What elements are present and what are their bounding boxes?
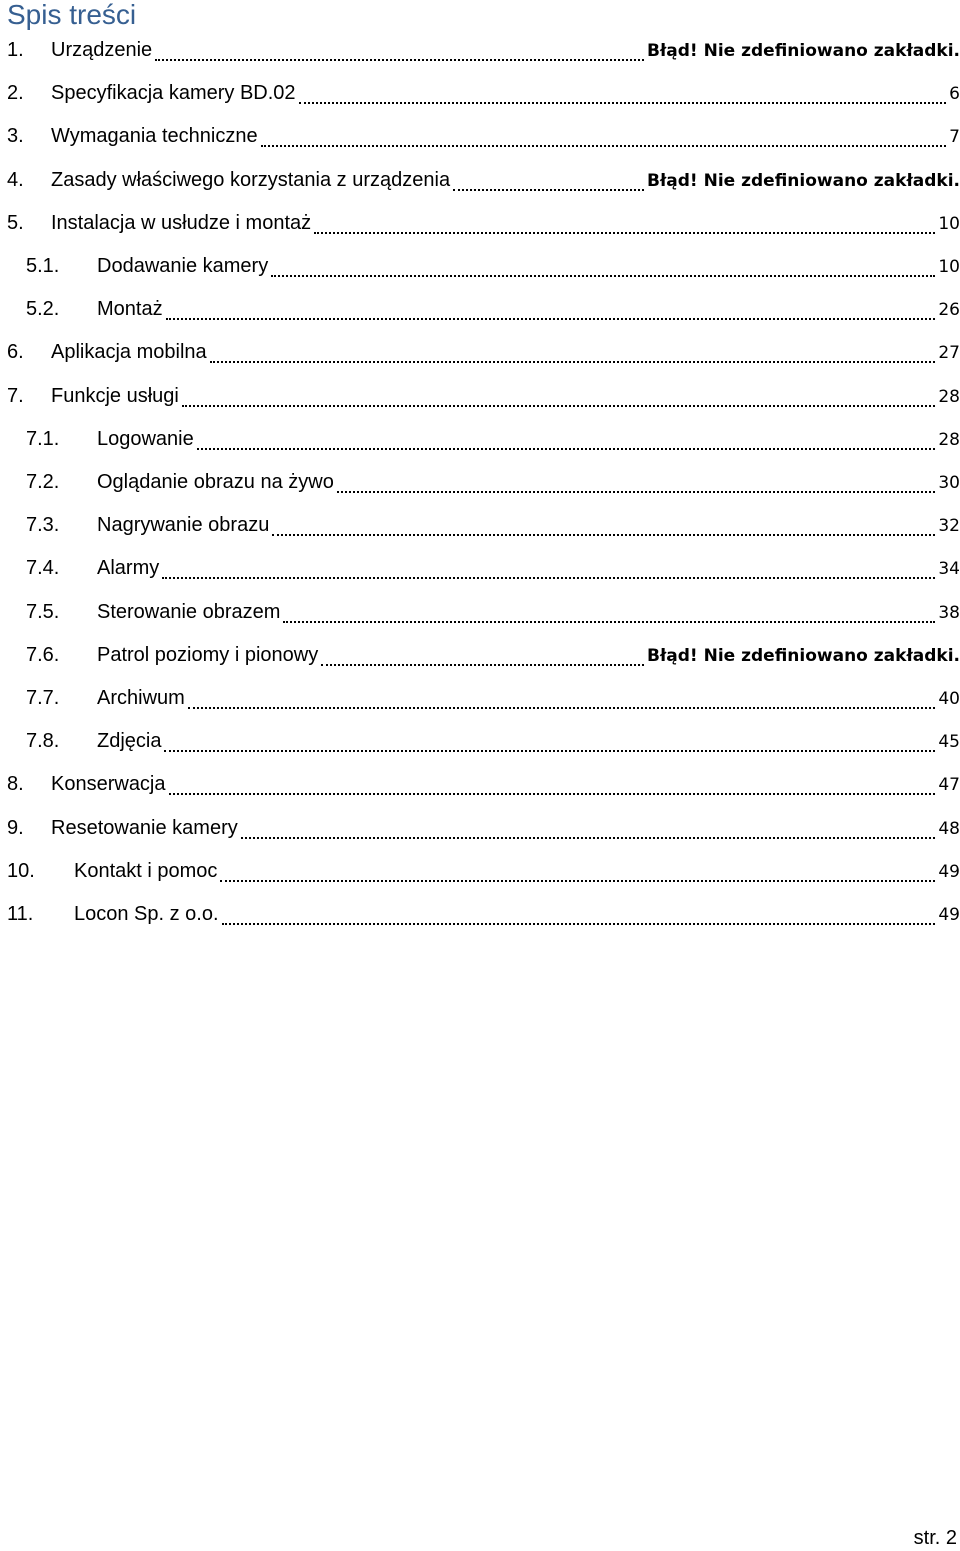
toc-entry[interactable] <box>0 251 960 281</box>
toc-entry-title: Kontakt i pomoc <box>74 859 218 882</box>
toc-page-number: 40 <box>938 689 960 709</box>
dot-leader <box>453 189 644 191</box>
toc-entry[interactable] <box>0 683 960 713</box>
toc-entry-title: Locon Sp. z o.o. <box>74 903 219 925</box>
toc-entry-title: Montaż <box>97 298 163 321</box>
toc-entry-number: 1. <box>7 39 24 61</box>
dot-leader <box>222 923 936 925</box>
toc-entry-title: Zdjęcia <box>97 730 162 753</box>
toc-entry-number: 5.1. <box>26 255 60 277</box>
toc-entry-title: Funkcje usługi <box>51 384 179 407</box>
toc-entry-title: Urządzenie <box>51 39 153 61</box>
bookmark-error-text: Błąd! Nie zdefiniowano zakładki. <box>647 41 960 61</box>
toc-entry[interactable] <box>0 769 960 799</box>
toc-entry-number: 6. <box>7 341 24 364</box>
toc-entry-number: 9. <box>7 816 24 839</box>
dot-leader <box>314 232 935 234</box>
toc-entry[interactable] <box>0 78 960 108</box>
dot-leader <box>272 534 935 536</box>
toc-entry-number: 7.6. <box>26 643 60 666</box>
dot-leader <box>169 793 936 795</box>
dot-leader <box>155 59 644 61</box>
toc-entry-number: 7.2. <box>26 471 60 493</box>
toc-page-number: 10 <box>938 257 960 277</box>
toc-page-number: 48 <box>938 818 960 839</box>
toc-entry[interactable] <box>0 553 960 583</box>
toc-entry-title: Logowanie <box>97 427 194 450</box>
page-number: str. 2 <box>913 1527 957 1549</box>
dot-leader <box>261 145 947 147</box>
dot-leader <box>166 318 936 320</box>
toc-entry-title: Wymagania techniczne <box>51 125 258 148</box>
toc-entry-title: Dodawanie kamery <box>97 255 269 277</box>
toc-page-number: 49 <box>938 861 960 882</box>
toc-entry[interactable] <box>0 813 960 843</box>
dot-leader <box>220 880 935 882</box>
toc-entry-number: 7.5. <box>26 600 60 623</box>
toc-entry-title: Nagrywanie obrazu <box>97 514 270 537</box>
toc-entry[interactable] <box>0 424 960 454</box>
toc-page-number: 34 <box>938 559 960 580</box>
toc-entry[interactable] <box>0 510 960 540</box>
toc-entry[interactable] <box>0 35 960 65</box>
toc-entry-title: Zasady właściwego korzystania z urządzenia <box>51 168 451 191</box>
toc-entry-title: Konserwacja <box>51 773 166 796</box>
toc-entry-title: Instalacja w usłudze i montaż <box>51 211 312 234</box>
toc-page-number: 28 <box>938 429 960 450</box>
toc-page-number: 38 <box>938 602 960 623</box>
toc-entry-number: 7.8. <box>26 730 60 753</box>
dot-leader <box>283 621 935 623</box>
dot-leader <box>321 664 644 666</box>
toc-entry-number: 7.3. <box>26 514 60 537</box>
toc-page-number: 49 <box>938 905 960 925</box>
toc-page-number: 47 <box>938 775 960 796</box>
toc-entry-number: 10. <box>7 859 35 882</box>
toc-entry-number: 7. <box>7 384 24 407</box>
toc-entry-number: 7.4. <box>26 557 60 580</box>
dot-leader <box>337 491 936 493</box>
toc-page-number: 26 <box>938 300 960 321</box>
toc-entry[interactable] <box>0 640 960 670</box>
toc-page-number: 45 <box>938 732 960 753</box>
bookmark-error-text: Błąd! Nie zdefiniowano zakładki. <box>647 645 960 666</box>
toc-page-number: 7 <box>949 127 960 148</box>
toc-entry-number: 5.2. <box>26 298 60 321</box>
toc-entry-title: Alarmy <box>97 557 160 580</box>
toc-entry[interactable] <box>0 381 960 411</box>
toc-page-number: 6 <box>949 84 960 105</box>
toc-page-number: 32 <box>938 516 960 537</box>
toc-heading: Spis treści <box>7 0 137 30</box>
dot-leader <box>164 750 935 752</box>
toc-entry-number: 2. <box>7 82 24 105</box>
toc-entry-title: Aplikacja mobilna <box>51 341 207 364</box>
toc-entry[interactable] <box>0 856 960 886</box>
toc-entry-number: 5. <box>7 211 24 234</box>
toc-entry-title: Resetowanie kamery <box>51 816 238 839</box>
toc-entry-number: 7.7. <box>26 687 60 709</box>
toc-entry-number: 8. <box>7 773 24 796</box>
toc-entry-title: Patrol poziomy i pionowy <box>97 643 319 666</box>
toc-entry-number: 3. <box>7 125 24 148</box>
bookmark-error-text: Błąd! Nie zdefiniowano zakładki. <box>647 170 960 191</box>
dot-leader <box>197 448 936 450</box>
toc-entry-title: Archiwum <box>97 687 185 709</box>
dot-leader <box>188 707 936 709</box>
dot-leader <box>299 102 947 104</box>
dot-leader <box>162 577 935 579</box>
toc-entry-number: 7.1. <box>26 427 60 450</box>
toc-entry[interactable] <box>0 899 960 929</box>
dot-leader <box>241 837 936 839</box>
toc-page-number: 28 <box>938 386 960 407</box>
toc-page-number: 30 <box>938 473 960 493</box>
toc-entry[interactable] <box>0 208 960 238</box>
toc-entry[interactable] <box>0 165 960 195</box>
toc-entry[interactable] <box>0 597 960 627</box>
toc-entry-number: 4. <box>7 168 24 191</box>
toc-entry-number: 11. <box>7 903 34 925</box>
toc-entry-title: Sterowanie obrazem <box>97 600 281 623</box>
toc-entry[interactable] <box>0 337 960 367</box>
toc-entry[interactable] <box>0 294 960 324</box>
dot-leader <box>210 361 936 363</box>
dot-leader <box>271 275 935 277</box>
toc-entry-title: Oglądanie obrazu na żywo <box>97 471 334 493</box>
toc-page-number: 10 <box>938 213 960 234</box>
toc-entry[interactable] <box>0 726 960 756</box>
toc-entry-title: Specyfikacja kamery BD.02 <box>51 82 296 105</box>
toc-entry[interactable] <box>0 467 960 497</box>
toc-entry[interactable] <box>0 121 960 151</box>
toc-page-number: 27 <box>938 343 960 364</box>
dot-leader <box>182 405 936 407</box>
